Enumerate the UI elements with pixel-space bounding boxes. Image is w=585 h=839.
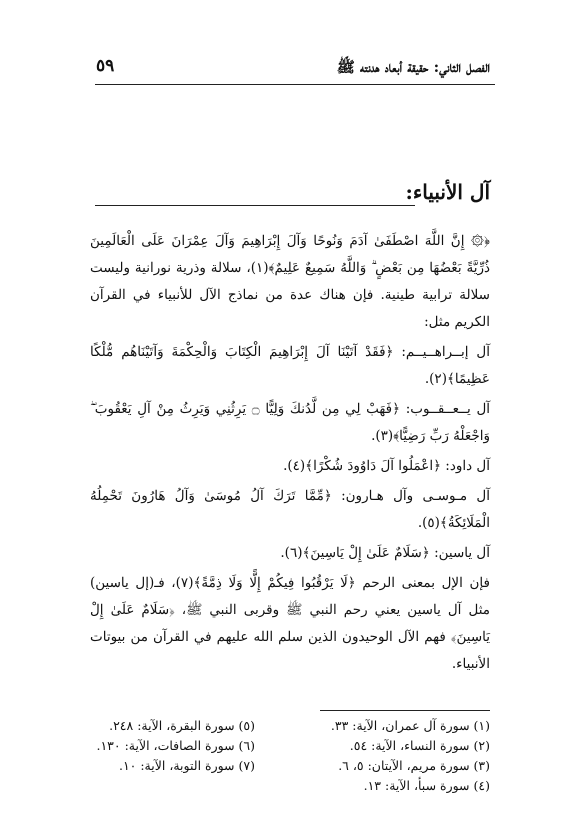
- footnote-2: (٢) سورة النساء، الآية: ٥٤.: [349, 738, 490, 753]
- paragraph-conclusion: فإن الإل بمعنى الرحم ﴿لَا يَرْقُبُوا فِيكُمْ إِلًّا وَلَا ذِمَّةً﴾(٧)، فـ(إل ياسين) مثل آل ياسين يعني رحم النبي ﷺ وقربى النبي ﷺ، ﴿سَلَامٌ عَلَىٰ إِلْ يَاسِينَ﴾ فهم الآل الوحيدون الذين سلم الله عليهم في القرآن من بيوتات الأنبياء.: [90, 575, 490, 672]
- paragraph-aal-yaqub: آل يــعــقــوب: ﴿فَهَبْ لِي مِن لَّدُنكَ وَلِيًّا ۝ يَرِثُنِي وَيَرِثُ مِنْ آلِ يَعْقُوبَ ۖ وَاجْعَلْهُ رَبِّ رَضِيًّا﴾(٣).: [90, 401, 490, 444]
- section-title-rule: [95, 205, 415, 206]
- footnote-rule: [320, 710, 490, 711]
- footnotes-right-column: [285, 716, 490, 796]
- paragraph-aal-yasin: آل ياسين: ﴿سَلَامٌ عَلَىٰ إِلْ يَاسِينَ﴾(٦).: [280, 545, 490, 561]
- footnote-4: (٤) سورة سبأ، الآية: ١٣.: [363, 778, 490, 793]
- paragraph-aal-dawud: آل داود: ﴿اعْمَلُوا آلَ دَاوُودَ شُكْرًا﴾(٤).: [283, 458, 490, 474]
- paragraph-intro: ﴿۞ إِنَّ اللَّهَ اصْطَفَىٰ آدَمَ وَنُوحًا وَآلَ إِبْرَاهِيمَ وَآلَ عِمْرَانَ عَلَى الْعَالَمِينَ ذُرِّيَّةً بَعْضُهَا مِن بَعْضٍ ۗ وَاللَّهُ سَمِيعٌ عَلِيمٌ﴾(١)، سلالة وذرية نورانية وليست سلالة ترابية طينية. فإن هناك عدة من نماذج الآل للأنبياء في القرآن الكريم مثل:: [90, 233, 490, 330]
- footnote-6: (٦) سورة الصافات، الآية: ١٣٠.: [96, 738, 255, 753]
- footnote-5: (٥) سورة البقرة، الآية: ٢٤٨.: [109, 718, 255, 733]
- paragraph-aal-ibrahim: آل إبــراهــيــم: ﴿فَقَدْ آتَيْنَا آلَ إِبْرَاهِيمَ الْكِتَابَ وَالْحِكْمَةَ وَآتَيْنَاهُم مُّلْكًا عَظِيمًا﴾(٢).: [90, 344, 490, 387]
- section-title: آل الأنبياء:: [405, 180, 490, 204]
- page-number: ٥٩: [96, 56, 115, 76]
- footnote-1: (١) سورة آل عمران، الآية: ٣٣.: [330, 718, 490, 733]
- footnote-3: (٣) سورة مريم، الآيتان: ٥، ٦.: [338, 758, 490, 773]
- paragraph-aal-musa-harun: آل مـوسـى وآل هـارون: ﴿مِّمَّا تَرَكَ آلُ مُوسَىٰ وَآلُ هَارُونَ تَحْمِلُهُ الْمَلَائِكَةُ﴾(٥).: [90, 488, 490, 531]
- body-text: [90, 228, 490, 681]
- footnotes-left-column: [75, 716, 255, 776]
- footnote-7: (٧) سورة التوبة، الآية: ١٠.: [118, 758, 255, 773]
- header-rule: [95, 84, 495, 85]
- chapter-title: الفصل الثاني: حقيقة أبعاد هدنته ﷺ: [336, 58, 490, 76]
